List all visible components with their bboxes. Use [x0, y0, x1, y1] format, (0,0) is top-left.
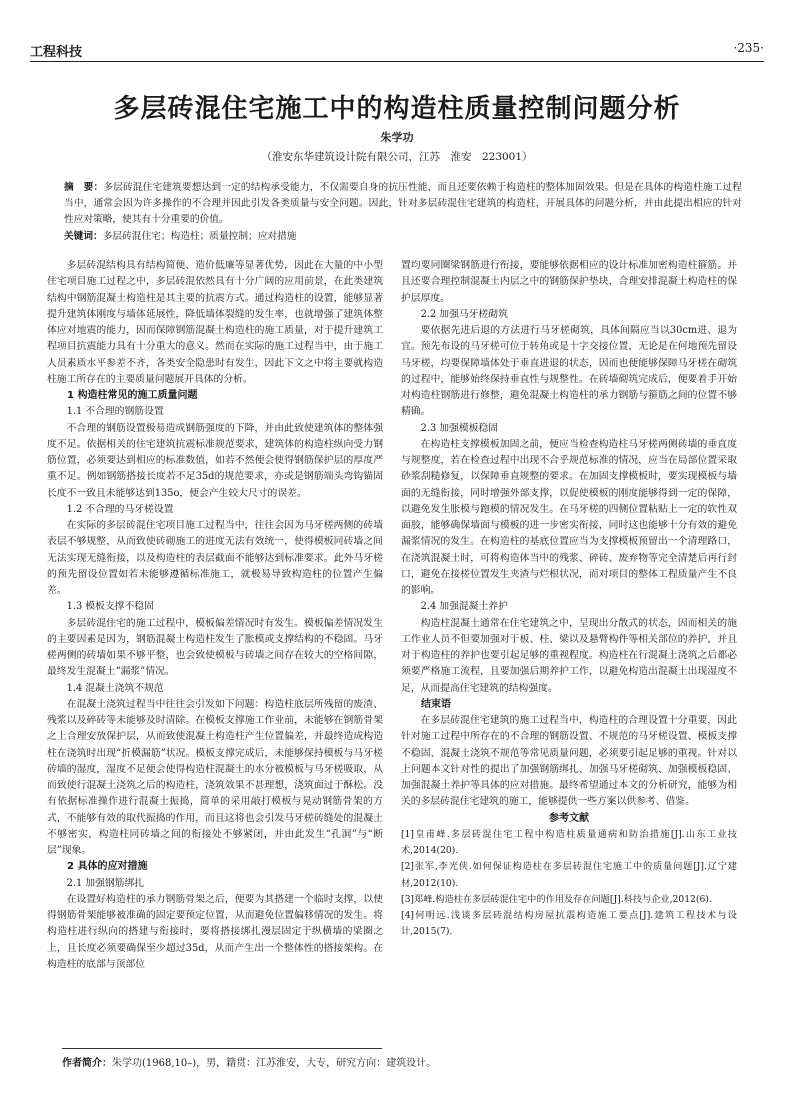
footnote-label: 作者简介： [62, 1058, 112, 1069]
abstract-label: 摘 要： [64, 182, 104, 193]
footnote-text: 朱学功(1968,10–)，男，籍贯：江苏淮安，大专，研究方向：建筑设计。 [112, 1058, 437, 1069]
body-paragraph: 多层砖混住宅的施工过程中，模板偏差情况时有发生。模板偏差情况发生的主要因素是因为，钢筋混凝土构造柱发生了胀模或支撑结构的不稳固。马牙槎两侧的砖墙如果不够平整，也会致使模板与砖墙之间存在较大的空格间隙，最终发生混凝土“漏浆”情况。 [47, 617, 383, 678]
keywords-text: 多层砖混住宅；构造柱；质量控制；应对措施 [102, 231, 297, 242]
header-rule [30, 61, 764, 62]
subsection-heading: 1.1 不合理的钢筋设置 [66, 406, 164, 418]
keywords-line [64, 229, 742, 245]
footnote-rule [62, 1048, 382, 1049]
body-paragraph: 置均要同圈梁钢筋进行衔接，要能够依据相应的设计标准加密构造柱箍筋。并且还要合理控制混凝土内层之中的钢筋保护垫块，合理安排混凝土构造柱的保护层厚度。 [401, 260, 737, 304]
journal-name: 工程科技 [30, 45, 83, 60]
reference-item: [3]郑峰.构造柱在多层砖混住宅中的作用及存在问题[J].科技与企业,2012(6). [401, 893, 712, 905]
section-heading: 结束语 [421, 698, 451, 710]
subsection-heading: 2.4 加强混凝土养护 [420, 601, 508, 613]
page-number: ·235· [733, 41, 764, 55]
subsection-heading: 1.2 不合理的马牙槎设置 [66, 503, 174, 515]
paper-title: 多层砖混住宅施工中的构造柱质量控制问题分析 [113, 94, 681, 124]
left-column [47, 258, 383, 973]
references-heading: 参考文献 [549, 812, 589, 824]
body-paragraph: 不合理的钢筋设置极易造成钢筋强度的下降，并由此致使建筑体的整体强度不足。依据相关的住宅建筑抗震标准规范要求，建筑体的构造柱纵向受力钢筋位置，必须要达到相应的标准数值，如若不然便会使得钢筋保护层的厚度严重不足。例如钢筋搭接长度若不足35d的规范要求，亦或是钢筋端头弯钩锚固长度不一致且未能够达到135o，便会产生较大尺寸的误差。 [47, 422, 383, 499]
reference-item: [1]皇甫峰.多层砖混住宅工程中构造柱质量通病和防治措施[J].山东工业技术,2014(20). [401, 828, 737, 856]
right-column [401, 258, 737, 941]
author-name: 朱学功 [380, 131, 414, 144]
body-paragraph: 在混凝土浇筑过程当中往往会引发如下问题：构造柱底层所残留的废渣、残浆以及碎砖等未能够及时清除。在模板支撑施工作业前，未能够在钢筋骨架之上合理安放保护层，从而致使混凝土构造柱产生位置偏差，并最终造成构造柱在浇筑时出现“折模漏筋”状况。模板支撑完成后，未能够保持模板与马牙槎砖墙的湿度，湿度不足便会使得构造柱混凝土的水分被模板与马牙槎吸取，从而致使行混凝土浇筑之后的构造柱，浇筑效果不甚理想，浇筑面过于酥松。没有依据标准操作进行混凝土振捣，简单的采用敲打模板与晃动钢筋骨架的方式，不能够有效的取代振捣的作用，而且这将也会引发马牙槎砖缝处的混凝土不够密实，构造柱同砖墙之间的衔接处不够紧闭，并由此发生“孔洞”与“断层”现象。 [47, 698, 383, 856]
reference-item: [4]何明远.浅谈多层砖混结构房屋抗震构造施工要点[J].建筑工程技术与设计,2015(7). [401, 910, 737, 938]
abstract-block [64, 180, 742, 245]
subsection-heading: 2.1 加强钢筋绑扎 [66, 877, 145, 889]
section-heading: 2 具体的应对措施 [67, 861, 148, 873]
author-footnote [62, 1054, 754, 1069]
running-header [30, 41, 764, 59]
keywords-label: 关键词： [64, 231, 103, 242]
body-paragraph: 在实际的多层砖混住宅项目施工过程当中，往往会因为马牙槎两侧的砖墙表层不够规整，从而致使砖砌施工的进度无法有效统一，使得模板同砖墙之间无法实现无缝衔接，以及构造柱的表层截面不能够达到标准要求。此外马牙槎的预先留设位置如若未能够遵循标准施工，就极易导致构造柱的位置产生偏差。 [47, 520, 383, 596]
abstract-text: 多层砖混住宅建筑要想达到一定的结构承受能力，不仅需要自身的抗压性能，而且还要依赖于构造柱的整体加固效果。但是在具体的构造柱施工过程当中，通常会因为许多操作的不合理并因此引发各类质量与安全问题。因此，针对多层砖混住宅建筑的构造柱，开展具体的问题分析，并由此提出相应的针对性应对策略，使其有十分重要的价值。 [64, 182, 742, 225]
subsection-heading: 2.3 加强模板稳固 [420, 422, 499, 434]
subsection-heading: 1.4 混凝土浇筑不规范 [66, 682, 164, 694]
subsection-heading: 1.3 模板支撑不稳固 [66, 601, 154, 613]
body-paragraph: 在多层砖混住宅建筑的施工过程当中，构造柱的合理设置十分重要，因此针对施工过程中所存在的不合理的钢筋设置、不规范的马牙槎设置、模板支撑不稳固、混凝土浇筑不规范等常见质量问题，必须要引起足够的重视。针对以上问题本文针对性的提出了加强钢筋绑扎、加强马牙槎砌筑、加强模板稳固、加强混凝土养护等具体的应对措施。最终希望通过本文的分析研究，能够为相关的多层砖混住宅建筑的施工，能够提供一些方案以供参考、借鉴。 [401, 715, 737, 808]
abstract-paragraph [64, 180, 742, 228]
body-paragraph: 在设置好构造柱的承力钢筋骨架之后，便要为其搭建一个临时支撑，以使得钢筋骨架能够被准确的固定要预定位置，从而避免位置偏移情况的发生。将构造柱进行纵向的搭建与衔接时，要将搭接绑扎漫层固定于纵横墙的梁圈之上，且长度必须要确保至少超过35d，从而产生出一个整体性的搭接架构。在构造柱的底部与顶部位 [47, 893, 383, 970]
affiliation: （淮安东华建筑设计院有限公司，江苏 淮安 223001） [261, 151, 533, 163]
body-paragraph: 要依据先进后退的方法进行马牙槎砌筑，具体间隔应当以30cm进、退为宜。预先布设的马牙槎可位于转角或是十字交接位置，无论是在何地预先留设马牙槎，均要保障墙体处于垂直进退的状态，因而也便能够保障马牙槎在砌筑的过程中，能够始终保持垂直性与规整性。在砖墙砌筑完成后，便要着手开始对构造柱钢筋进行修整，避免混凝土构造柱的承力钢筋与箍筋之间的位置不够精确。 [401, 325, 737, 418]
reference-item: [2]张军,李光侠.如何保证构造柱在多层砖混住宅施工中的质量问题[J].辽宁建材,2012(10). [401, 861, 737, 889]
body-paragraph: 构造柱混凝土通常在住宅建筑之中，呈现出分散式的状态，因而相关的施工作业人员不但要加强对于板、柱、梁以及悬臂构件等相关部位的养护，并且对于构造柱的养护也要引起足够的重视程度。构造柱在行混凝土浇筑之后都必须要严格施工流程，且要加强后期养护工作，以避免构造出混凝土出现湿度不足，从而提高住宅建筑的结构强度。 [401, 617, 737, 694]
body-paragraph: 在构造柱支撑模板加固之前，便应当检查构造柱马牙槎两侧砖墙的垂直度与规整度，若在检查过程中出现不合乎规范标准的情况，应当在局部位置采取砂浆刮糙修复，以保障垂直规整的要求。在加固支撑模板时，要实现模板与墙面的无缝衔接，同时增强外部支撑，以促使模板的刚度能够得到一定的保障，以避免发生胀模与跑模的情况发生。在马牙槎的四侧位置粘贴上一定的软性双面胶，能够确保墙面与模板的进一步密实衔接，同时这也能够十分有效的避免漏浆情况的发生。在构造柱的基底位置应当为支撑模板预留出一个清理路口，在浇筑混凝土时，可将构造体当中的残浆、碎砖、废弃物等完全清楚后再行封口，避免在接槎位置发生夹渣与烂根状况，而对项目的整体工程质量产生不良的影响。 [401, 438, 737, 596]
body-paragraph: 多层砖混结构具有结构简便、造价低廉等显著优势，因此在大量的中小型住宅项目施工过程之中，多层砖混依然具有十分广阔的应用前景，在此类建筑结构中钢筋混凝土构造柱是其主要的抗震方式。通过构造柱的设置，能够显著提升建筑体刚度与墙体延展性，降低墙体裂缝的发生率，也就增强了建筑体整体应对地震的能力，因而保障钢筋混凝土构造柱的施工质量，对于提升建筑工程项目抗震能力具有十分重大的意义。然而在实际的施工过程当中，由于施工人员素质水平参差不齐，各类安全隐患时有发生，因此下文之中将主要就构造柱施工所存在的主要质量问题展开具体的分析。 [47, 260, 383, 385]
subsection-heading: 2.2 加强马牙槎砌筑 [420, 308, 508, 320]
section-heading: 1 构造柱常见的施工质量问题 [67, 390, 198, 401]
